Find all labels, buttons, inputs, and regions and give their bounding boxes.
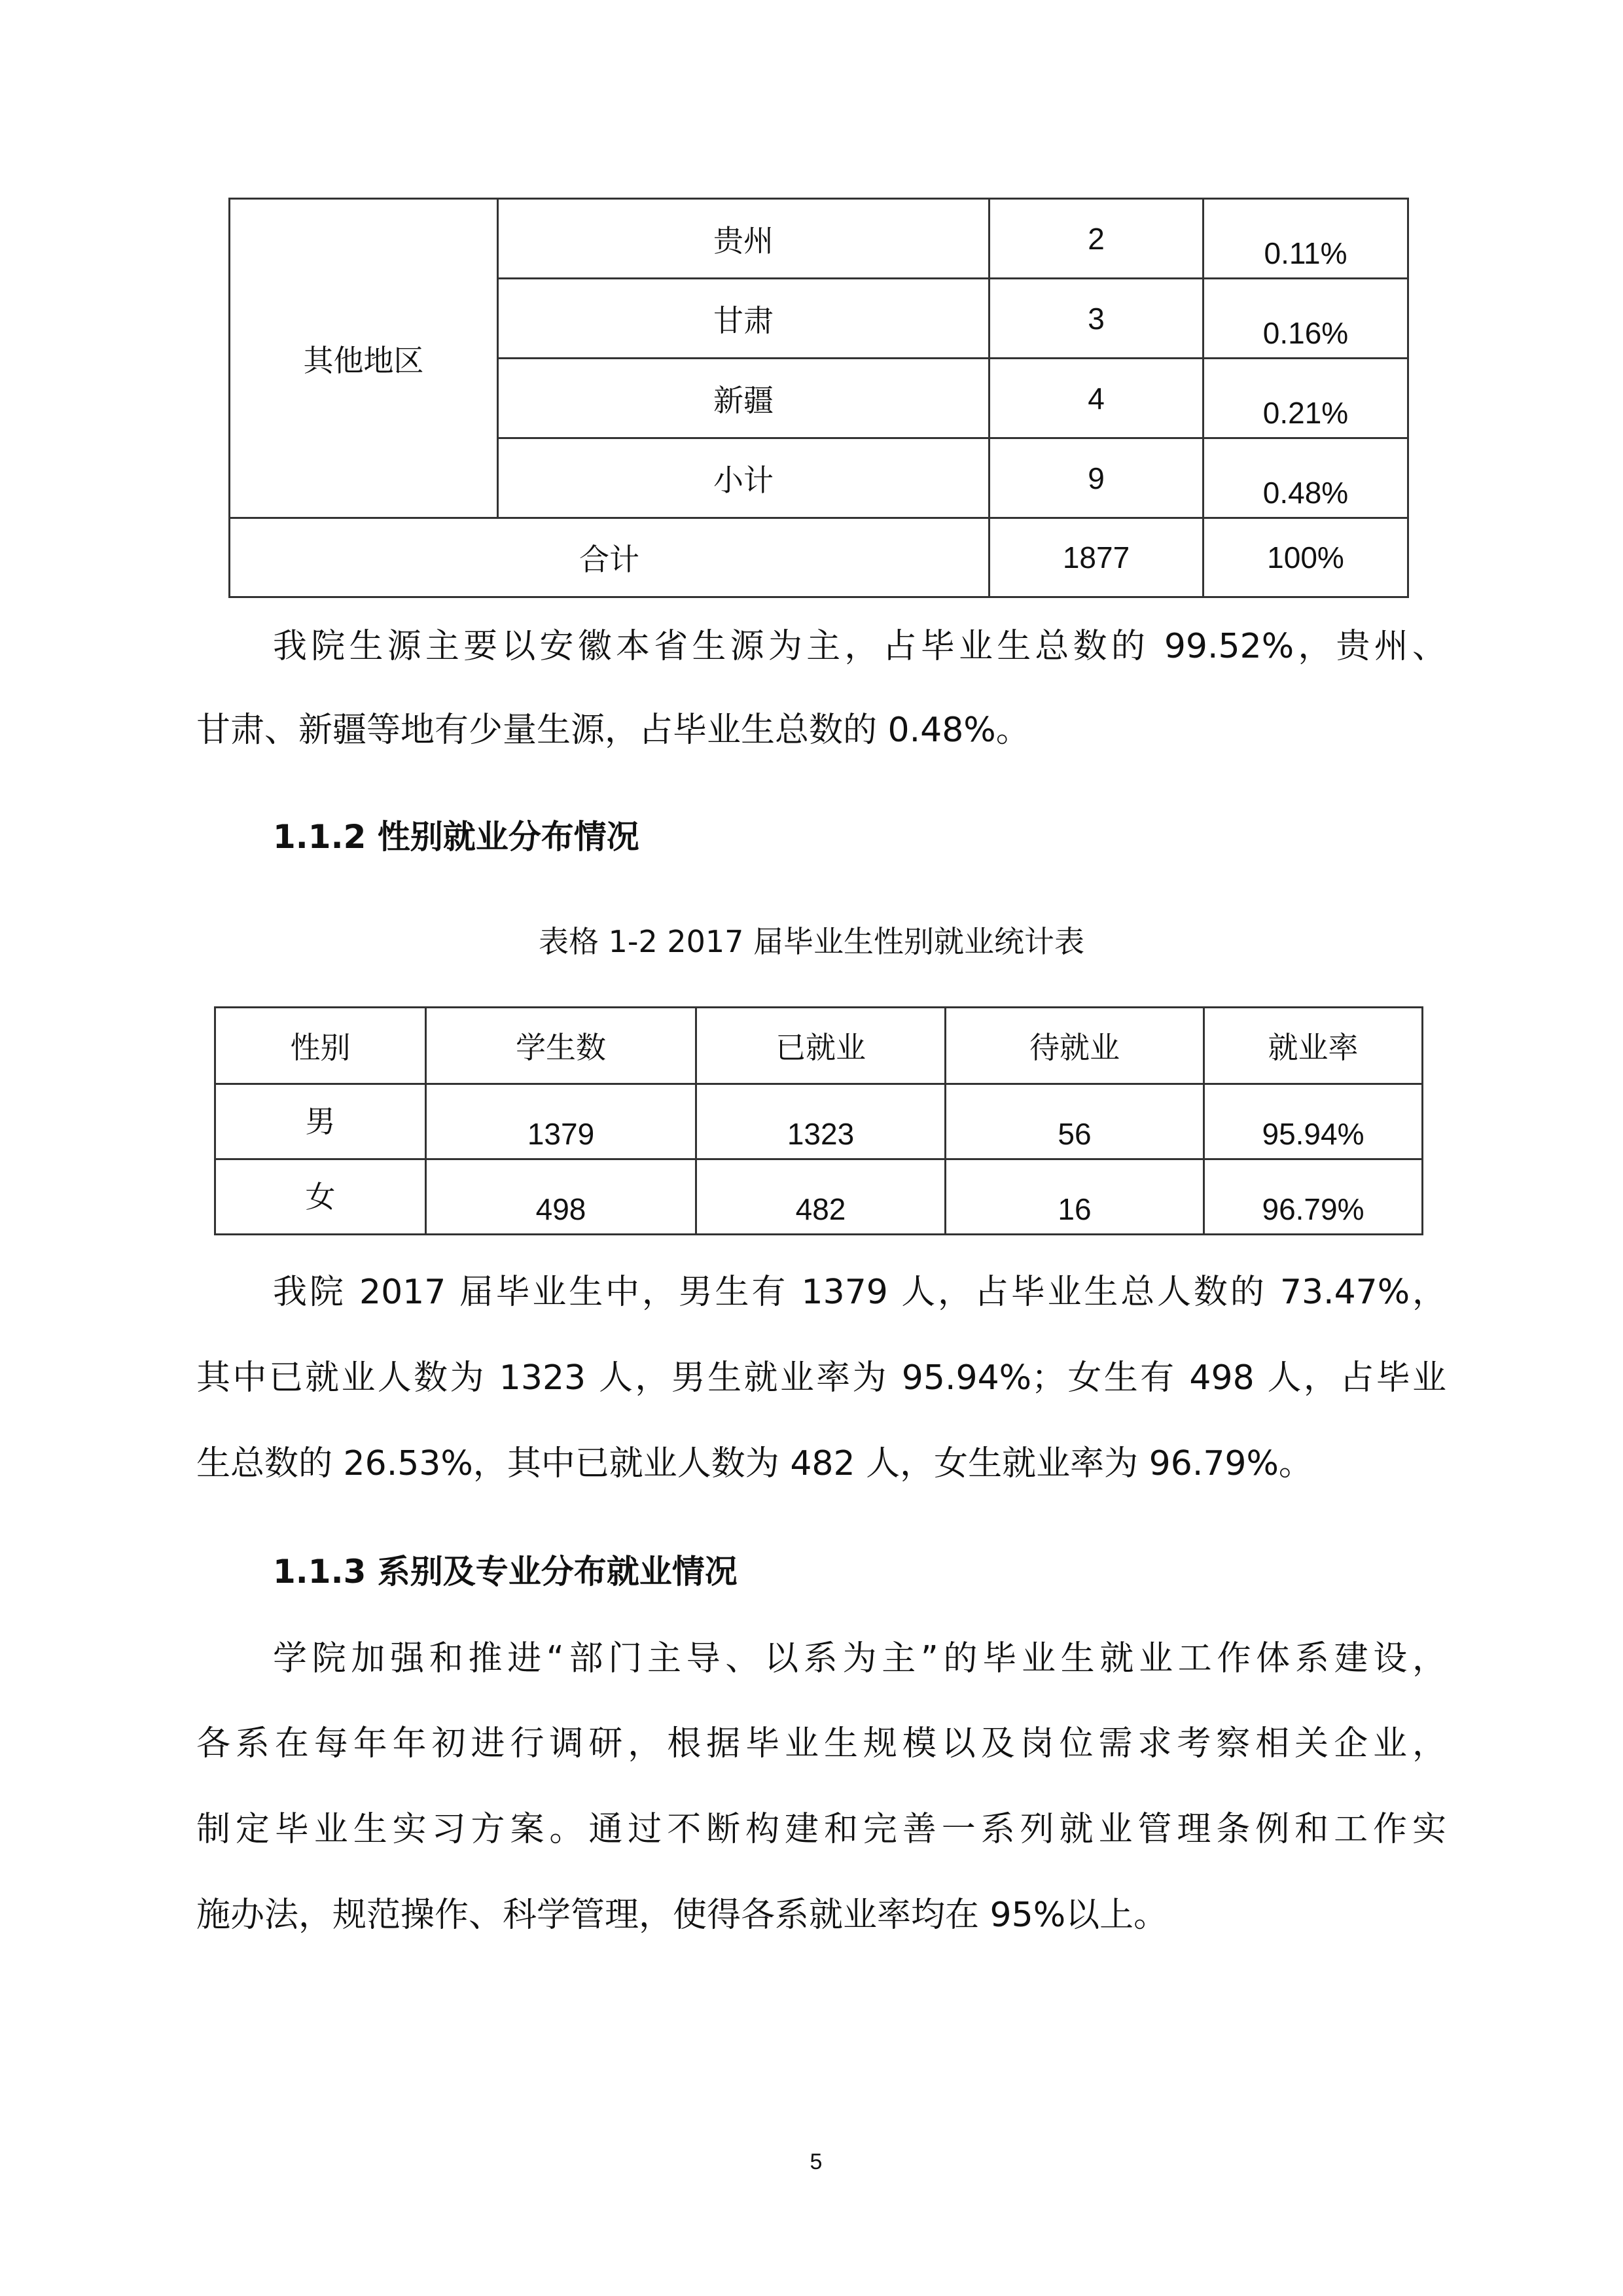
students-cell: 1379 bbox=[426, 1084, 696, 1159]
percent-cell: 0.16% bbox=[1204, 279, 1408, 359]
students-cell: 498 bbox=[426, 1159, 696, 1235]
paragraph-line: 学院加强和推进“部门主导、以系为主”的毕业生就业工作体系建设， bbox=[273, 1639, 1446, 1678]
paragraph-line: 各系在每年年初进行调研，根据毕业生规模以及岗位需求考察相关企业， bbox=[196, 1724, 1446, 1763]
group-label: 其他地区 bbox=[230, 199, 498, 518]
pending-cell: 16 bbox=[946, 1159, 1204, 1235]
header-cell: 学生数 bbox=[426, 1008, 696, 1084]
paragraph-line: 制定毕业生实习方案。通过不断构建和完善一系列就业管理条例和工作实 bbox=[196, 1810, 1446, 1849]
header-cell: 待就业 bbox=[946, 1008, 1204, 1084]
region-cell: 新疆 bbox=[498, 359, 990, 438]
region-cell: 贵州 bbox=[498, 199, 990, 279]
section-heading: 1.1.3 系别及专业分布就业情况 bbox=[273, 1553, 738, 1591]
paragraph-line: 其中已就业人数为 1323 人，男生就业率为 95.94%；女生有 498 人，占毕业 bbox=[196, 1358, 1446, 1398]
paragraph-line: 我院生源主要以安徽本省生源为主，占毕业生总数的 99.52%，贵州、 bbox=[273, 627, 1446, 666]
section-heading: 1.1.2 性别就业分布情况 bbox=[273, 818, 639, 856]
rate-cell: 96.79% bbox=[1204, 1159, 1423, 1235]
header-cell: 就业率 bbox=[1204, 1008, 1423, 1084]
percent-cell: 0.21% bbox=[1204, 359, 1408, 438]
region-cell: 小计 bbox=[498, 438, 990, 518]
header-cell: 性别 bbox=[215, 1008, 426, 1084]
employed-cell: 1323 bbox=[696, 1084, 946, 1159]
header-cell: 已就业 bbox=[696, 1008, 946, 1084]
count-cell: 9 bbox=[990, 438, 1204, 518]
rate-cell: 95.94% bbox=[1204, 1084, 1423, 1159]
paragraph-line: 生总数的 26.53%，其中已就业人数为 482 人，女生就业率为 96.79%。 bbox=[196, 1444, 1313, 1483]
paragraph-line: 施办法，规范操作、科学管理，使得各系就业率均在 95%以上。 bbox=[196, 1896, 1168, 1935]
table-row bbox=[215, 1084, 1423, 1159]
paragraph-line: 我院 2017 届毕业生中，男生有 1379 人，占毕业生总人数的 73.47%， bbox=[273, 1273, 1446, 1312]
count-cell: 4 bbox=[990, 359, 1204, 438]
total-label: 合计 bbox=[230, 518, 990, 597]
gender-employment-table bbox=[214, 1006, 1423, 1235]
percent-cell: 0.11% bbox=[1204, 199, 1408, 279]
region-cell: 甘肃 bbox=[498, 279, 990, 359]
count-cell: 2 bbox=[990, 199, 1204, 279]
page-number: 5 bbox=[810, 2149, 823, 2174]
percent-cell: 0.48% bbox=[1204, 438, 1408, 518]
gender-cell: 女 bbox=[215, 1159, 426, 1235]
table-caption: 表格 1-2 2017 届毕业生性别就业统计表 bbox=[538, 924, 1085, 959]
employed-cell: 482 bbox=[696, 1159, 946, 1235]
origin-region-table bbox=[228, 198, 1409, 598]
pending-cell: 56 bbox=[946, 1084, 1204, 1159]
total-percent: 100% bbox=[1204, 518, 1408, 597]
count-cell: 3 bbox=[990, 279, 1204, 359]
total-count: 1877 bbox=[990, 518, 1204, 597]
table-row bbox=[215, 1159, 1423, 1235]
paragraph-line: 甘肃、新疆等地有少量生源，占毕业生总数的 0.48%。 bbox=[196, 711, 1030, 750]
gender-cell: 男 bbox=[215, 1084, 426, 1159]
